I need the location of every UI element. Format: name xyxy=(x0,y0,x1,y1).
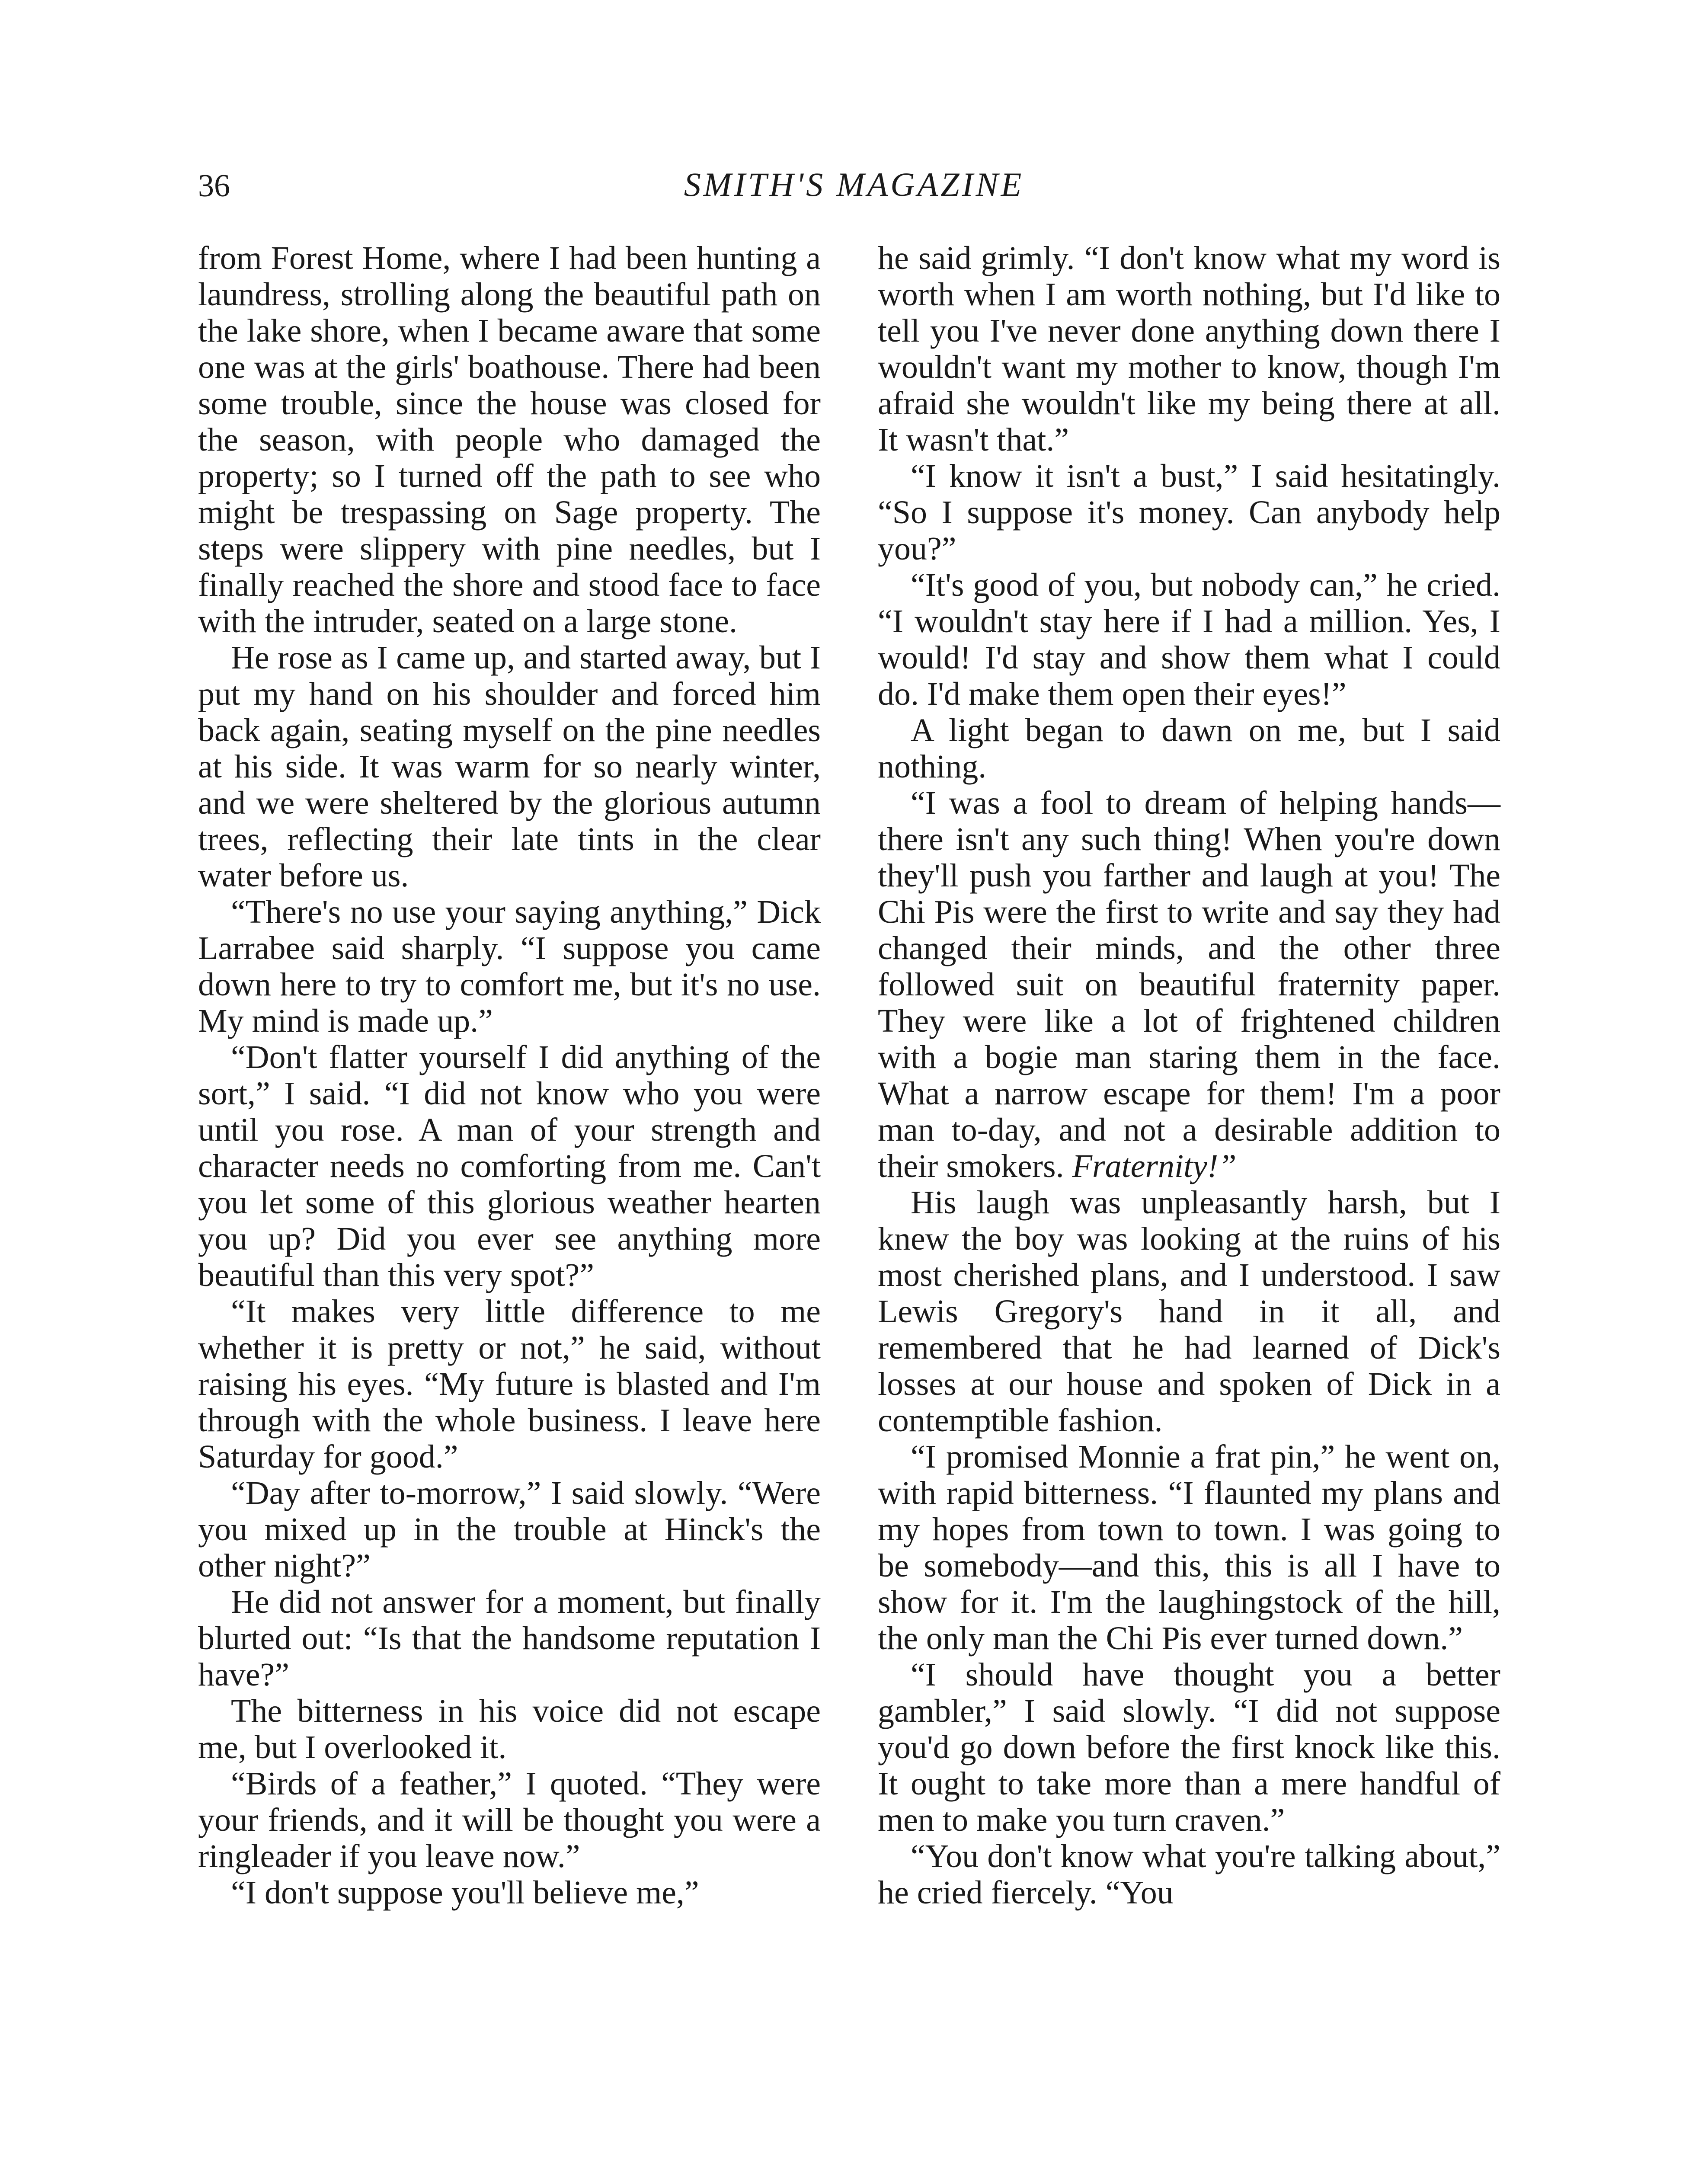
paragraph: “Day after to-morrow,” I said slowly. “Were you mixed up in the trouble at Hinck's the other night?” xyxy=(198,1475,821,1584)
paragraph: “It makes very little difference to me whether it is pretty or not,” he said, without raising his eyes. “My future is blasted and I'm through with the whole business. I leave here Saturday for good.” xyxy=(198,1293,821,1475)
running-title: SMITH'S MAGAZINE xyxy=(684,166,1024,203)
text-column-right xyxy=(878,240,1500,1911)
paragraph: The bitterness in his voice did not escape me, but I overlooked it. xyxy=(198,1693,821,1765)
paragraph: he said grimly. “I don't know what my word is worth when I am worth nothing, but I'd like to tell you I've never done anything down there I wouldn't want my mother to know, though I'm afraid she wouldn't like my being there at all. It wasn't that.” xyxy=(878,240,1500,458)
paragraph: His laugh was unpleasantly harsh, but I knew the boy was looking at the ruins of his most cherished plans, and I understood. I saw Lewis Gregory's hand in it all, and remembered that he had learned of Dick's losses at our house and spoken of Dick in a contemptible fashion. xyxy=(878,1184,1500,1439)
paragraph: “I promised Monnie a frat pin,” he went on, with rapid bitterness. “I flaunted my plans and my hopes from town to town. I was going to be somebody—and this, this is all I have to show for it. I'm the laughingstock of the hill, the only man the Chi Pis ever turned down.” xyxy=(878,1439,1500,1657)
paragraph: “It's good of you, but nobody can,” he cried. “I wouldn't stay here if I had a million. Yes, I would! I'd stay and show them what I could do. I'd make them open their eyes!” xyxy=(878,567,1500,712)
italic-word: Fraternity!” xyxy=(1072,1148,1237,1184)
paragraph: A light began to dawn on me, but I said nothing. xyxy=(878,712,1500,785)
paragraph-fraternity xyxy=(878,785,1500,1184)
paragraph: “I know it isn't a bust,” I said hesitatingly. “So I suppose it's money. Can anybody help you?” xyxy=(878,458,1500,567)
text-column-left xyxy=(198,240,821,1911)
paragraph-text: “I was a fool to dream of helping hands—there isn't any such thing! When you're down they'll push you farther and laugh at you! The Chi Pis were the first to write and say they had changed their minds, and the other three followed suit on beautiful fraternity paper. They were like a lot of frightened children with a bogie man staring them in the face. What a narrow escape for them! I'm a poor man to-day, and not a desirable addition to their smokers. xyxy=(878,785,1500,1184)
paragraph: “You don't know what you're talking about,” he cried fiercely. “You xyxy=(878,1838,1500,1911)
paragraph: “I should have thought you a better gambler,” I said slowly. “I did not suppose you'd go down before the first knock like this. It ought to take more than a mere handful of men to make you turn craven.” xyxy=(878,1657,1500,1838)
paragraph: “Don't flatter yourself I did anything of the sort,” I said. “I did not know who you were until you rose. A man of your strength and character needs no comforting from me. Can't you let some of this glorious weather hearten you up? Did you ever see anything more beautiful than this very spot?” xyxy=(198,1039,821,1293)
paragraph: “There's no use your saying anything,” Dick Larrabee said sharply. “I suppose you came down here to try to comfort me, but it's no use. My mind is made up.” xyxy=(198,894,821,1039)
paragraph: He did not answer for a moment, but finally blurted out: “Is that the handsome reputation I have?” xyxy=(198,1584,821,1693)
paragraph: He rose as I came up, and started away, but I put my hand on his shoulder and forced him back again, seating myself on the pine needles at his side. It was warm for so nearly winter, and we were sheltered by the glorious autumn trees, reflecting their late tints in the clear water before us. xyxy=(198,640,821,894)
paragraph: from Forest Home, where I had been hunting a laundress, strolling along the beautiful path on the lake shore, when I became aware that some one was at the girls' boathouse. There had been some trouble, since the house was closed for the season, with people who damaged the property; so I turned off the path to see who might be trespassing on Sage property. The steps were slippery with pine needles, but I finally reached the shore and stood face to face with the intruder, seated on a large stone. xyxy=(198,240,821,640)
paragraph: “I don't suppose you'll believe me,” xyxy=(231,1874,699,1911)
paragraph: “Birds of a feather,” I quoted. “They were your friends, and it will be thought you were a ringleader if you leave now.” xyxy=(198,1765,821,1874)
page-number: 36 xyxy=(198,168,230,204)
